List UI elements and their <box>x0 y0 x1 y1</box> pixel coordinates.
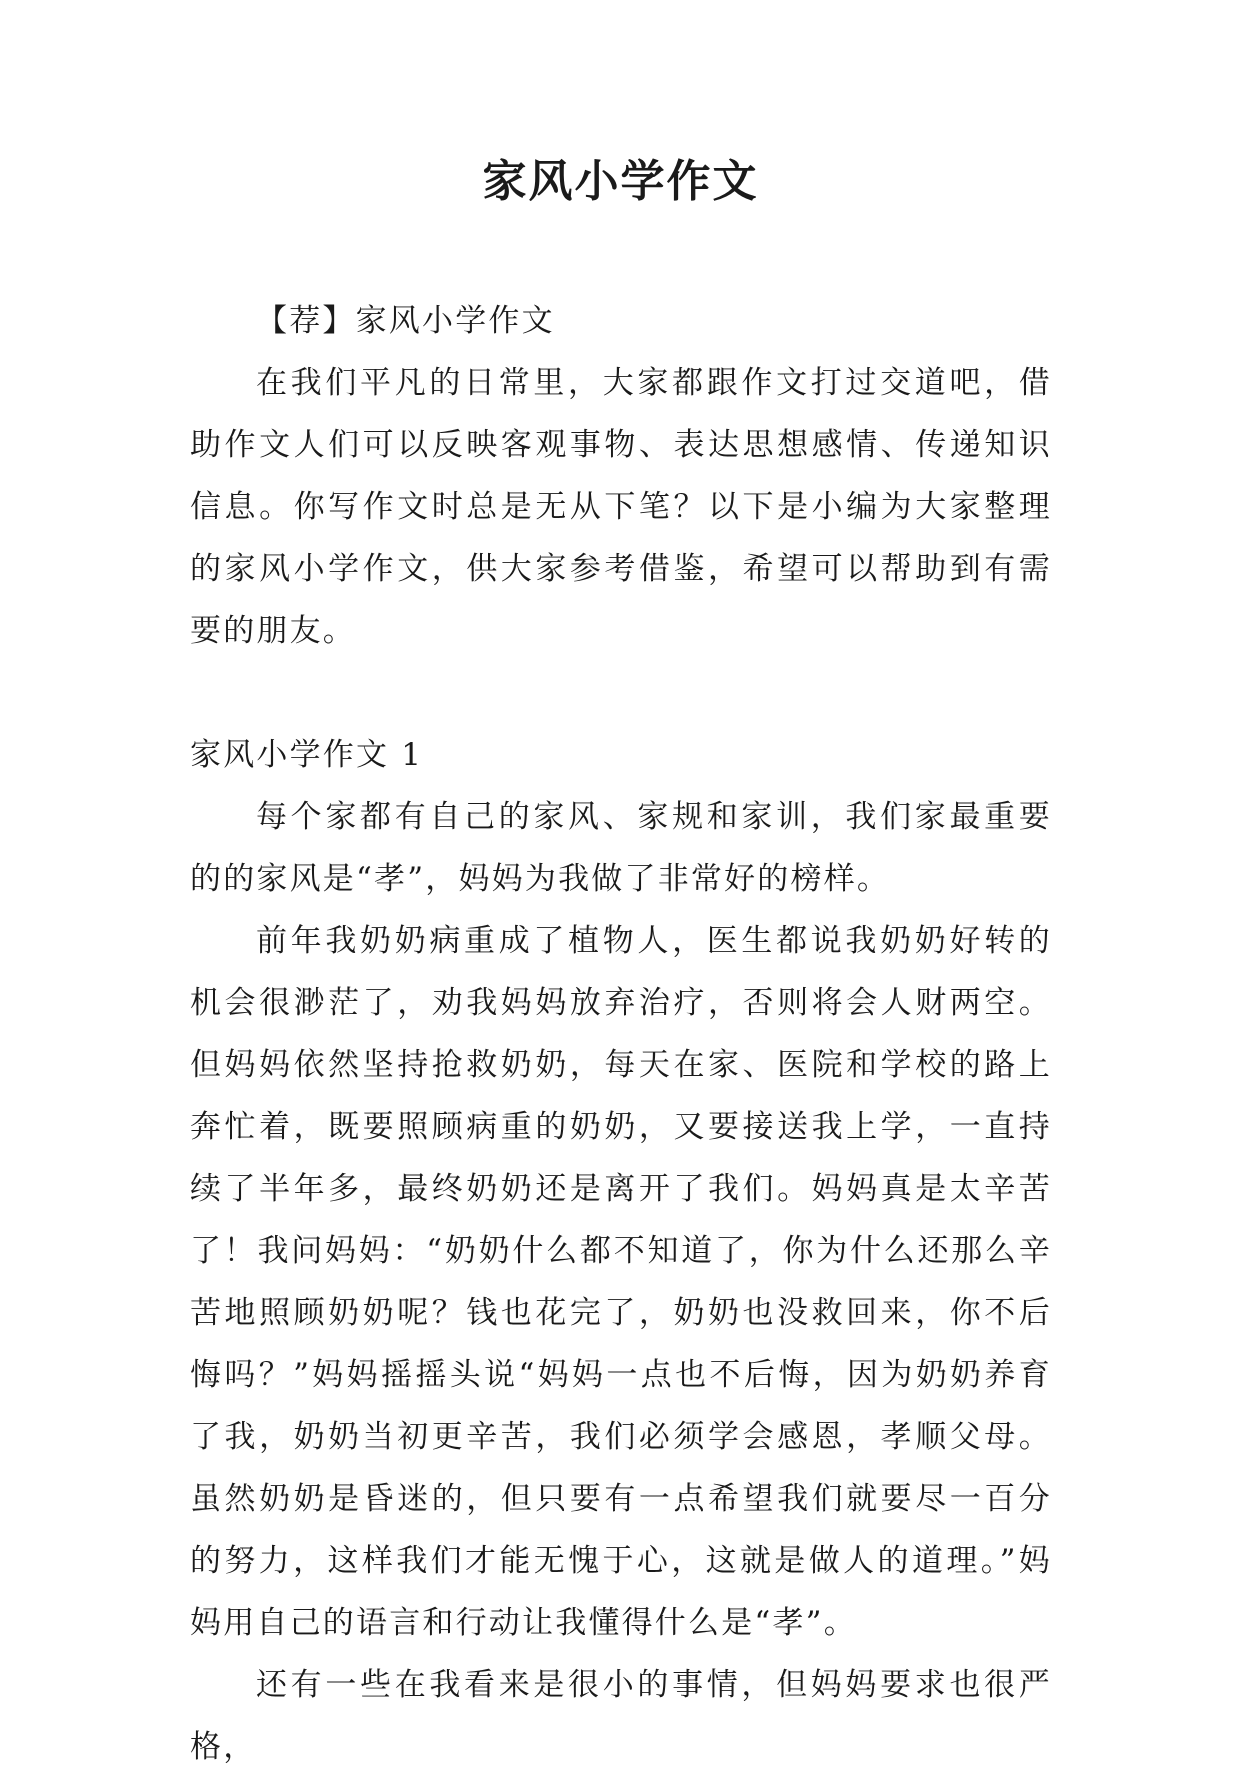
document-title: 家风小学作文 <box>482 156 759 207</box>
document-body <box>190 290 1052 1778</box>
section-paragraph-1: 每个家都有自己的家风、家规和家训，我们家最重要的的家风是“孝”，妈妈为我做了非常好的榜样。 <box>190 799 1052 897</box>
section-paragraph-3: 还有一些在我看来是很小的事情，但妈妈要求也很严格， <box>190 1667 1052 1765</box>
recommend-line: 【荐】家风小学作文 <box>256 303 555 339</box>
intro-paragraph: 在我们平凡的日常里，大家都跟作文打过交道吧，借助作文人们可以反映客观事物、表达思想感情、传递知识信息。你写作文时总是无从下笔？以下是小编为大家整理的家风小学作文，供大家参考借鉴，希望可以帮助到有需要的朋友。 <box>190 365 1052 649</box>
section-paragraph-2: 前年我奶奶病重成了植物人，医生都说我奶奶好转的机会很渺茫了，劝我妈妈放弃治疗，否则将会人财两空。但妈妈依然坚持抢救奶奶，每天在家、医院和学校的路上奔忙着，既要照顾病重的奶奶，又要接送我上学，一直持续了半年多，最终奶奶还是离开了我们。妈妈真是太辛苦了！我问妈妈：“奶奶什么都不知道了，你为什么还那么辛苦地照顾奶奶呢？钱也花完了，奶奶也没救回来，你不后悔吗？”妈妈摇摇头说“妈妈一点也不后悔，因为奶奶养育了我，奶奶当初更辛苦，我们必须学会感恩，孝顺父母。虽然奶奶是昏迷的，但只要有一点希望我们就要尽一百分的努力，这样我们才能无愧于心，这就是做人的道理。”妈妈用自己的语言和行动让我懂得什么是“孝”。 <box>190 923 1052 1641</box>
section-title: 家风小学作文 1 <box>190 737 424 773</box>
